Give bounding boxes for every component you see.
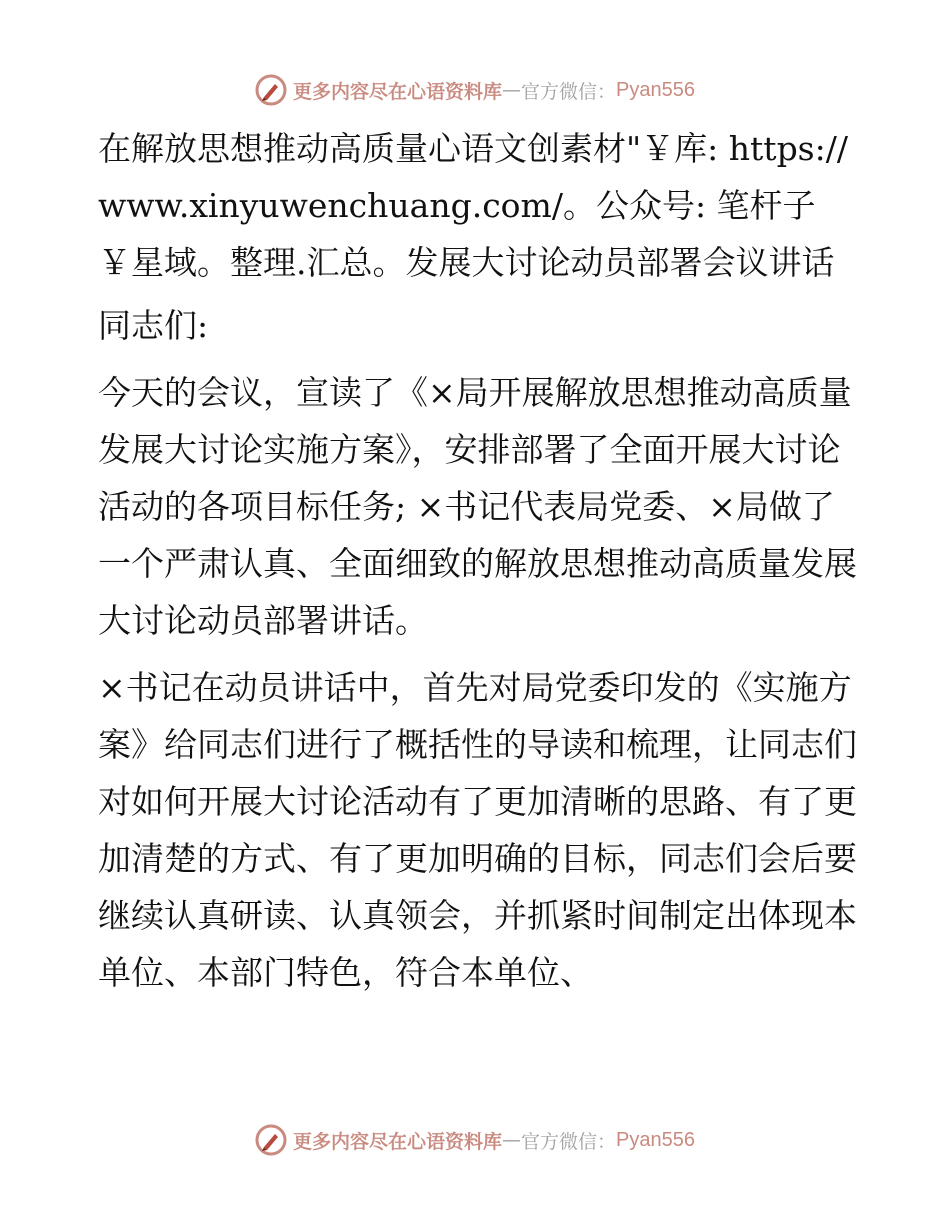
header-banner	[0, 70, 950, 110]
pen-logo-icon	[255, 1124, 287, 1156]
paragraph-title: 在解放思想推动高质量心语文创素材"￥库: https://www.xinyuwenchuang.com/。公众号: 笔杆子￥星域。整理.汇总。发展大讨论动员部署会议讲话	[98, 129, 848, 282]
document-body	[98, 120, 858, 1011]
wechat-handle: Pyan556	[616, 1128, 695, 1151]
wechat-handle: Pyan556	[616, 78, 695, 101]
banner-separator: —	[502, 1129, 522, 1151]
paragraph-salutation: 同志们:	[98, 306, 209, 345]
pen-logo-icon	[255, 74, 287, 106]
paragraph-body-2: ×书记在动员讲话中，首先对局党委印发的《实施方案》给同志们进行了概括性的导读和梳理，让同志们对如何开展大讨论活动有了更加清晰的思路、有了更加清楚的方式、有了更加明确的目标，同志们会后要继续认真研读、认真领会，并抓紧时间制定出体现本单位、本部门特色，符合本单位、	[98, 668, 857, 992]
wechat-label: 官方微信：	[521, 1130, 617, 1153]
wechat-label: 官方微信：	[521, 80, 617, 103]
brand-text: 更多内容尽在心语资料库	[293, 1130, 503, 1153]
banner-separator: —	[502, 79, 522, 101]
brand-text: 更多内容尽在心语资料库	[293, 80, 503, 103]
paragraph-body-1: 今天的会议，宣读了《×局开展解放思想推动高质量发展大讨论实施方案》，安排部署了全面开展大讨论活动的各项目标任务; ×书记代表局党委、×局做了一个严肃认真、全面细致的解放思想推动高质量发展大讨论动员部署讲话。	[98, 373, 857, 640]
footer-banner	[0, 1120, 950, 1160]
